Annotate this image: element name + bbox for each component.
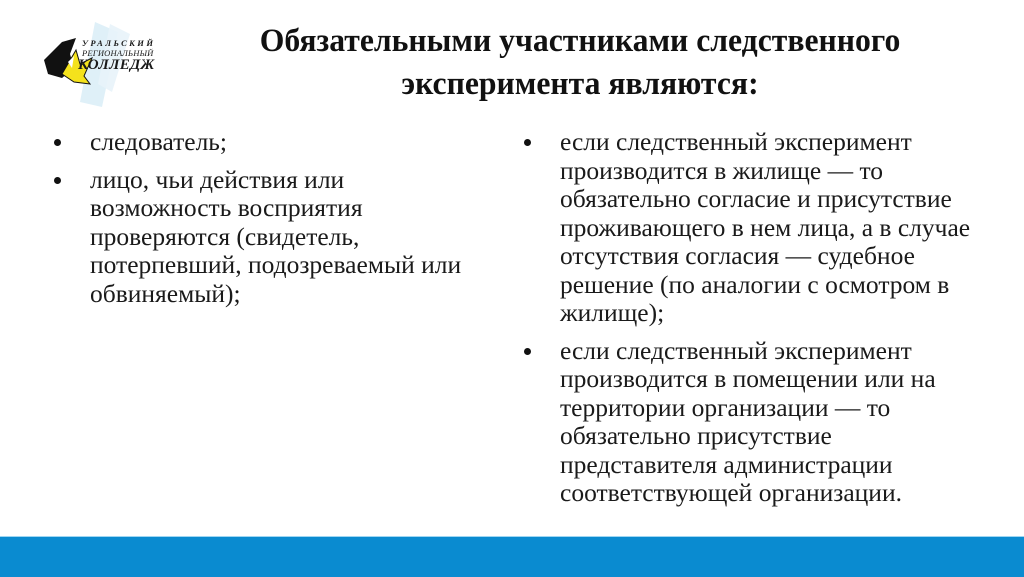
bullet-icon	[54, 139, 61, 146]
list-item	[48, 166, 488, 309]
list-item-text: лицо, чьи действия или возможность восприятия проверяются (свидетель, потерпевший, подозреваемый или обвиняемый);	[90, 164, 462, 308]
slide-title-line2: эксперимента являются:	[401, 66, 759, 102]
right-column	[518, 128, 988, 508]
left-bullet-list	[48, 128, 488, 308]
list-item	[48, 128, 488, 157]
bullet-icon	[54, 177, 61, 184]
slide-title-line1: Обязательными участниками следственного	[259, 23, 901, 59]
list-item	[518, 128, 988, 328]
bullet-icon	[524, 348, 531, 355]
bullet-icon	[524, 139, 531, 146]
right-bullet-list	[518, 128, 988, 508]
footer-band	[0, 536, 1024, 577]
list-item-text: следователь;	[90, 127, 228, 156]
list-item-text: если следственный эксперимент производится в помещении или на территории организации — то обязательно присутствие представителя администрации соответствующей организации.	[560, 335, 936, 507]
list-item	[518, 337, 988, 508]
logo-text-line2: РЕГИОНАЛЬНЫЙ	[82, 48, 154, 58]
logo-text-line3: КОЛЛЕДЖ	[78, 57, 155, 73]
college-logo	[40, 22, 160, 107]
left-column	[48, 128, 488, 317]
list-item-text: если следственный эксперимент производится в жилище — то обязательно согласие и присутствие проживающего в нем лица, а в случае отсутствия согласия — судебное решение (по аналогии с осмотром в жилище);	[560, 127, 971, 327]
slide-title	[191, 20, 969, 106]
logo-text-line1: УРАЛЬСКИЙ	[82, 38, 156, 48]
